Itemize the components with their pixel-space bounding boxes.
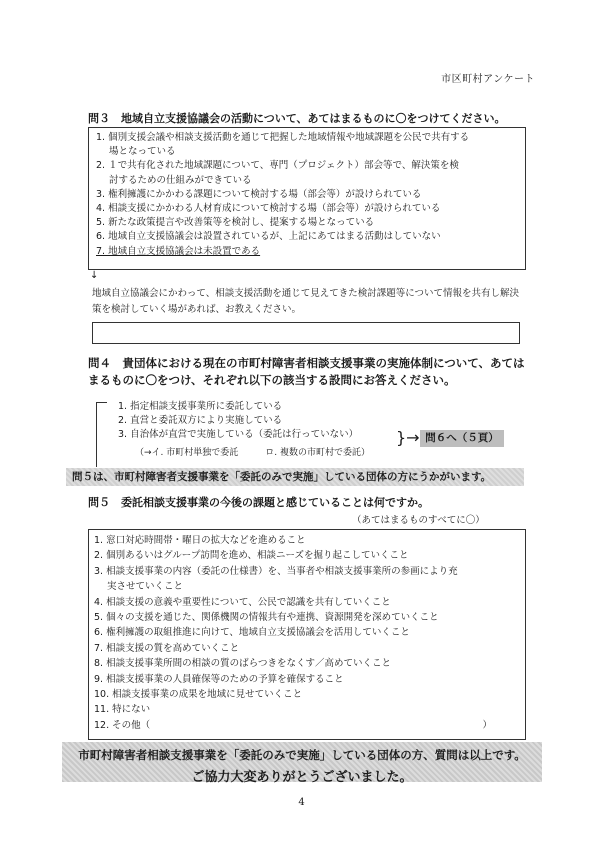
q5-option-7[interactable]: 7. 相談支援の質を高めていくこと	[94, 642, 240, 654]
brace-arrow-icon: }→	[396, 428, 420, 447]
q5-option-2[interactable]: 2. 個別あるいはグループ訪問を進め、相談ニーズを掘り起こしていくこと	[94, 550, 409, 562]
down-arrow-icon: ↓	[90, 270, 99, 281]
q4-option-2[interactable]: 2. 直営と委託双方により実施している	[118, 415, 283, 427]
q5-option-3[interactable]: 3. 相談支援事業の内容（委託の仕様書）を、当事者や相談支援事業所の参画により充 実させていくこと	[94, 565, 458, 593]
q5-option-8[interactable]: 8. 相談支援事業所間の相談の質のばらつきをなくす／高めていくこと	[94, 658, 391, 670]
q5-option-5[interactable]: 5. 個々の支援を通じた、関係機関の情報共有や連携、資源開発を深めていくこと	[94, 612, 439, 624]
q3-followup-text: 地域自立協議会にかわって、相談支援活動を通じて見えてきた検討課題等について情報を共有し解決策を検討していく場があれば、お教えください。	[92, 288, 520, 315]
q5-title: 問５ 委託相談支援事業の今後の課題と感じていることは何ですか。	[88, 496, 429, 509]
q4-option-1[interactable]: 1. 指定相談支援事業所に委託している	[118, 401, 283, 412]
q3-option-list	[96, 131, 520, 259]
q5-option-6[interactable]: 6. 権利擁護の取組推進に向けて、地域自立支援協議会を活用していくこと	[94, 627, 410, 639]
q3-option-6[interactable]: 6. 地域自立支援協議会は設置されているが、上記にあてはまる活動はしていない	[96, 231, 441, 243]
page-number: 4	[298, 797, 305, 808]
q5-instruction: （あてはまるものすべてに〇）	[352, 515, 485, 526]
q3-option-4[interactable]: 4. 相談支援にかかわる人材育成について検討する場（部会等）が設けられている	[96, 203, 441, 215]
q5-other-close-paren: ）	[482, 719, 492, 731]
q3-option-5[interactable]: 5. 新たな政策提言や改善策等を検討し、提案する場となっている	[96, 217, 375, 229]
q3-title: 問３ 地域自立支援協議会の活動について、あてはまるものに〇をつけてください。	[88, 112, 506, 125]
q5-option-9[interactable]: 9. 相談支援事業の人員確保等のための予算を確保すること	[94, 673, 344, 685]
goto-q6-badge: 問６へ（５頁）	[420, 430, 504, 447]
survey-header-label: 市区町村アンケート	[441, 74, 535, 85]
q4-bracket-line	[96, 402, 107, 467]
q5-option-10[interactable]: 10. 相談支援事業の成果を地域に見せていくこと	[94, 689, 303, 701]
q3-option-1[interactable]: 1. 個別支援会議や相談支援活動を通じて把握した地域情報や地域課題を公民で共有する 場となっている	[96, 132, 470, 158]
closing-thanks: ご協力大変ありがとうございました。	[191, 770, 413, 785]
q5-option-11[interactable]: 11. 特にない	[94, 704, 151, 716]
q4-title: 問４ 貴団体における現在の市町村障害者相談支援事業の実施体制について、あてはまるものに〇をつけ、それぞれ以下の該当する設問にお答えください。	[88, 356, 525, 387]
q3-option-3[interactable]: 3. 権利擁護にかかわる課題について検討する場（部会等）が設けられている	[96, 188, 422, 200]
q3-option-2[interactable]: 2. １で共有化された地域課題について、専門（プロジェクト）部会等で、解決策を検 討するための仕組みができている	[96, 160, 459, 186]
q5-option-12-other[interactable]: 12. その他（ ）	[94, 718, 522, 733]
q4-option-3[interactable]: 3. 自治体が直営で実施している（委託は行っていない）	[118, 429, 359, 441]
q4-option-list	[118, 400, 428, 443]
q5-option-4[interactable]: 4. 相談支援の意義や重要性について、公民で認識を共有していくこと	[94, 596, 391, 608]
q5-eligibility-banner: 問５は、市町村障害者支援事業を「委託のみで実施」している団体の方にうかがいます。	[66, 468, 524, 486]
closing-line-1: 市町村障害者相談支援事業を「委託のみで実施」している団体の方、質問は以上です。	[78, 748, 526, 762]
q5-option-list	[94, 533, 522, 733]
q3-answer-field[interactable]	[92, 322, 520, 344]
q5-option-1[interactable]: 1. 窓口対応時間帯・曜日の拡大などを進めること	[94, 535, 306, 546]
q4-option-3-suboptions[interactable]: （→イ. 市町村単独で委託 ロ. 複数の市町村で委託）	[135, 448, 370, 458]
closing-banner	[62, 742, 542, 785]
q3-option-7[interactable]: 7. 地域自立支援協議会は未設置である	[96, 245, 261, 257]
